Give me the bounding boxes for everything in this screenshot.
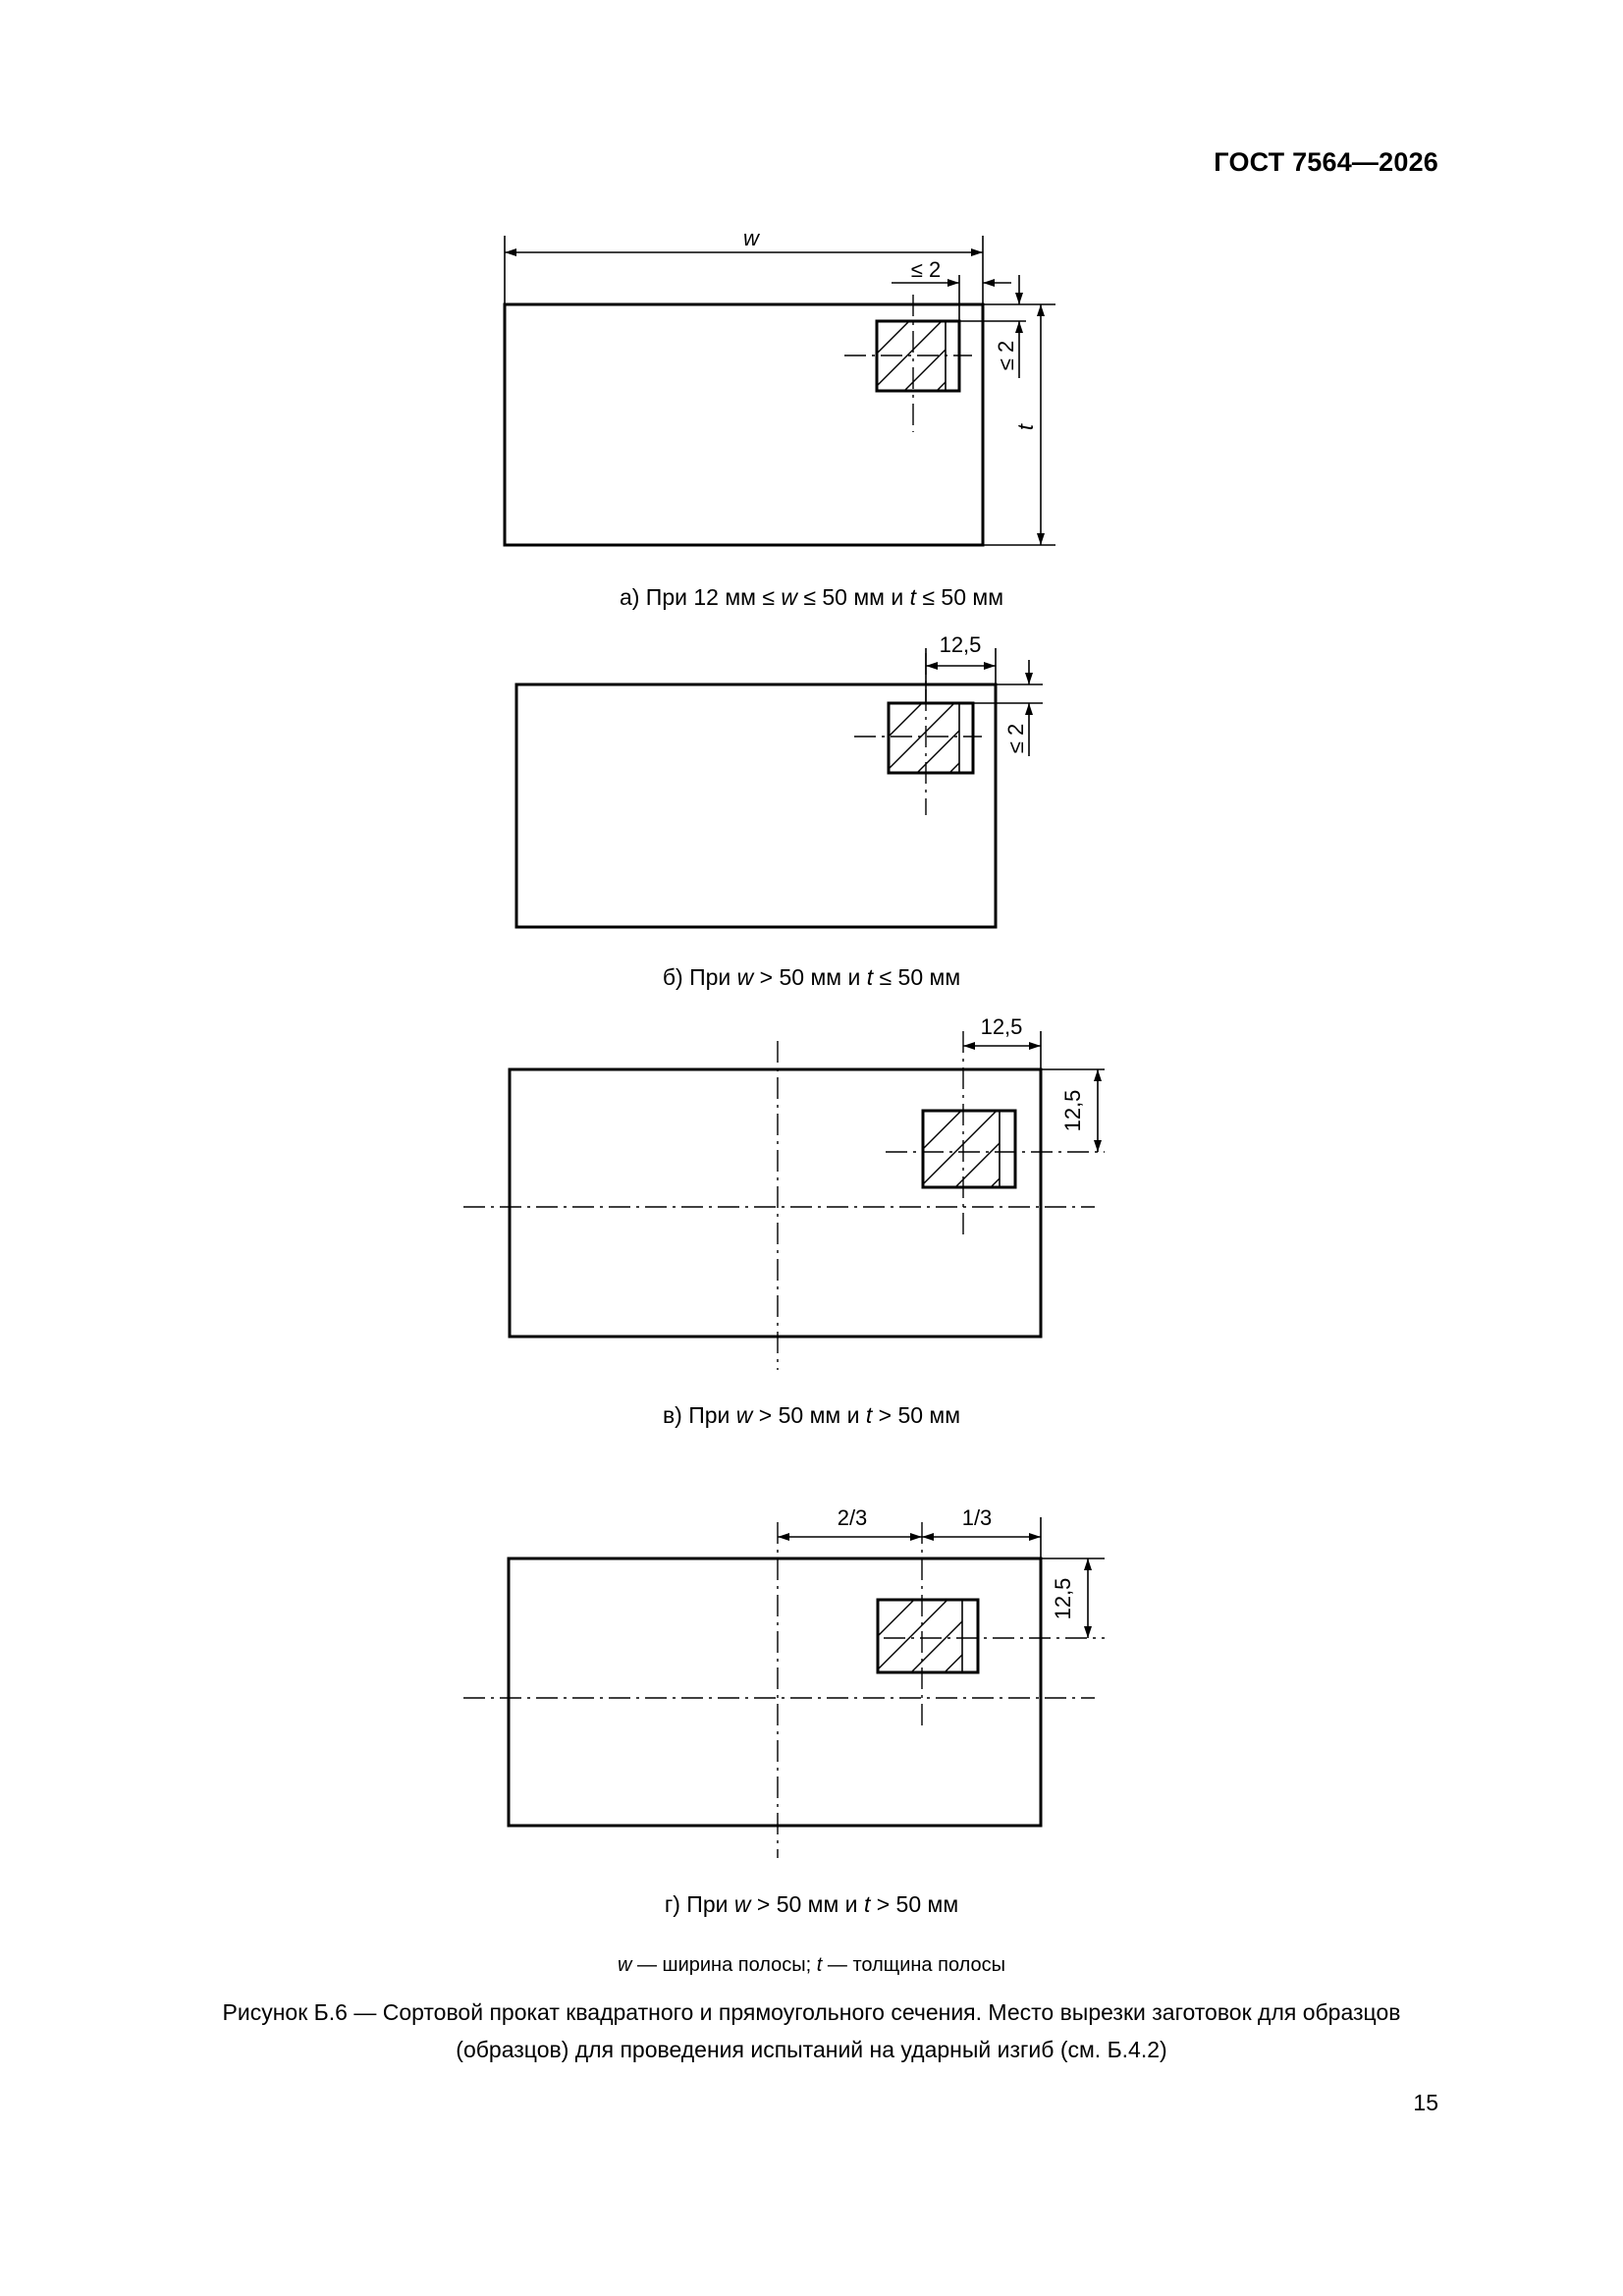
figure-a-caption: а) При 12 мм ≤ w ≤ 50 мм и t ≤ 50 мм: [619, 584, 1004, 610]
figure-b: [516, 632, 1043, 927]
figure-b-specimen: [889, 703, 973, 773]
figure-a: [505, 226, 1055, 545]
figure-d-label-side: 12,5: [1051, 1577, 1075, 1620]
standard-header: ГОСТ 7564—2026: [1214, 147, 1438, 177]
figure-a-label-le2-top: ≤ 2: [910, 257, 942, 282]
figure-caption: [0, 1994, 1623, 2068]
figure-caption-line-1: Рисунок Б.6 — Сортовой прокат квадратного и прямоугольного сечения. Место вырезки заготовок для образцов: [222, 1999, 1401, 2025]
figure-d-caption: г) При w > 50 мм и t > 50 мм: [664, 1891, 959, 1917]
figure-caption-line-2: (образцов) для проведения испытаний на ударный изгиб (см. Б.4.2): [456, 2037, 1167, 2062]
figure-a-label-t: t: [1013, 423, 1038, 431]
figure-d: [463, 1505, 1105, 1858]
figure-a-bar-section: [505, 304, 983, 545]
figure-b-label-le2-side: ≤ 2: [1003, 723, 1028, 754]
figure-b-bar-section: [516, 684, 996, 927]
figure-c: [463, 1014, 1105, 1370]
figure-b-label-top: 12,5: [939, 632, 982, 657]
figure-c-label-side: 12,5: [1060, 1089, 1085, 1132]
figure-c-caption: в) При w > 50 мм и t > 50 мм: [662, 1402, 961, 1428]
figure-a-label-w: w: [743, 226, 759, 250]
page-number: 15: [1413, 2090, 1438, 2115]
figure-b-caption: б) При w > 50 мм и t ≤ 50 мм: [662, 964, 961, 990]
figure-d-label-one-third: 1/3: [961, 1505, 993, 1530]
figure-a-label-le2-side: ≤ 2: [994, 340, 1018, 371]
figure-d-specimen: [878, 1600, 978, 1672]
figure-d-label-two-thirds: 2/3: [837, 1505, 868, 1530]
figure-c-specimen: [923, 1111, 1015, 1187]
figure-c-label-top: 12,5: [980, 1014, 1023, 1039]
symbol-legend: w — ширина полосы; t — толщина полосы: [617, 1954, 1006, 1976]
